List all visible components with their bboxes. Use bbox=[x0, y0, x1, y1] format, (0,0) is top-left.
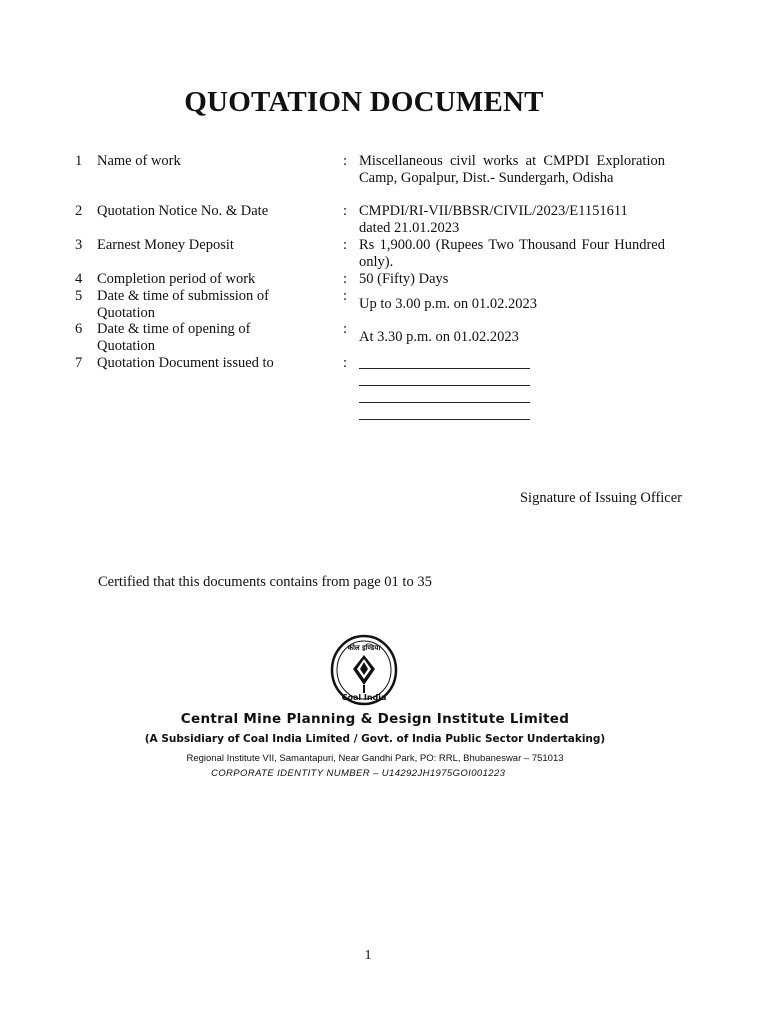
item-value bbox=[359, 203, 665, 236]
corporate-identity-number: CORPORATE IDENTITY NUMBER – U14292JH1975GOI001223 bbox=[211, 768, 506, 779]
coal-india-logo-icon bbox=[329, 633, 399, 707]
organization-subtitle: (A Subsidiary of Coal India Limited / Govt. of India Public Sector Undertaking) bbox=[144, 733, 606, 745]
item-colon: : bbox=[343, 321, 348, 337]
item-colon: : bbox=[343, 355, 348, 371]
item-value: At 3.30 p.m. on 01.02.2023 bbox=[359, 329, 519, 345]
item-label: Name of work bbox=[97, 153, 181, 169]
issued-to-blank-line[interactable] bbox=[359, 402, 530, 403]
item-value-line: CMPDI/RI-VII/BBSR/CIVIL/2023/E1151611 bbox=[359, 203, 628, 219]
document-title: QUOTATION DOCUMENT bbox=[184, 86, 544, 118]
item-value: 50 (Fifty) Days bbox=[359, 271, 449, 287]
item-value: Miscellaneous civil works at CMPDI Exploration Camp, Gopalpur, Dist.- Sundergarh, Odisha bbox=[359, 153, 665, 186]
item-colon: : bbox=[343, 237, 348, 253]
issued-to-blank-line[interactable] bbox=[359, 385, 530, 386]
issued-to-blank-line[interactable] bbox=[359, 368, 530, 369]
item-number: 1 bbox=[75, 153, 83, 169]
item-label: Quotation Notice No. & Date bbox=[97, 203, 269, 219]
item-label: Quotation Document issued to bbox=[97, 355, 274, 371]
item-colon: : bbox=[343, 288, 348, 304]
certification-text: Certified that this documents contains from page 01 to 35 bbox=[98, 574, 432, 590]
issued-to-blank-line[interactable] bbox=[359, 419, 530, 420]
item-value: Up to 3.00 p.m. on 01.02.2023 bbox=[359, 296, 538, 312]
item-number: 5 bbox=[75, 288, 83, 304]
signature-label: Signature of Issuing Officer bbox=[519, 490, 682, 506]
item-label: Earnest Money Deposit bbox=[97, 237, 234, 253]
item-number: 7 bbox=[75, 355, 83, 371]
organization-address: Regional Institute VII, Samantapuri, Near Gandhi Park, PO: RRL, Bhubaneswar – 751013 bbox=[186, 753, 564, 764]
logo-text-bottom: Coal India bbox=[341, 693, 387, 702]
item-colon: : bbox=[343, 203, 348, 219]
item-number: 6 bbox=[75, 321, 83, 337]
organization-name: Central Mine Planning & Design Institute Limited bbox=[180, 711, 570, 727]
item-value-line: dated 21.01.2023 bbox=[359, 219, 460, 236]
item-number: 2 bbox=[75, 203, 83, 219]
item-colon: : bbox=[343, 271, 348, 287]
page-number: 1 bbox=[364, 948, 372, 963]
item-colon: : bbox=[343, 153, 348, 169]
logo-text-top: कोल इण्डिया bbox=[347, 644, 381, 652]
item-label: Date & time of submission of Quotation bbox=[97, 288, 269, 321]
item-number: 3 bbox=[75, 237, 83, 253]
item-number: 4 bbox=[75, 271, 83, 287]
item-label: Completion period of work bbox=[97, 271, 256, 287]
item-value: Rs 1,900.00 (Rupees Two Thousand Four Hundred only). bbox=[359, 237, 665, 270]
item-label: Date & time of opening of Quotation bbox=[97, 321, 251, 354]
